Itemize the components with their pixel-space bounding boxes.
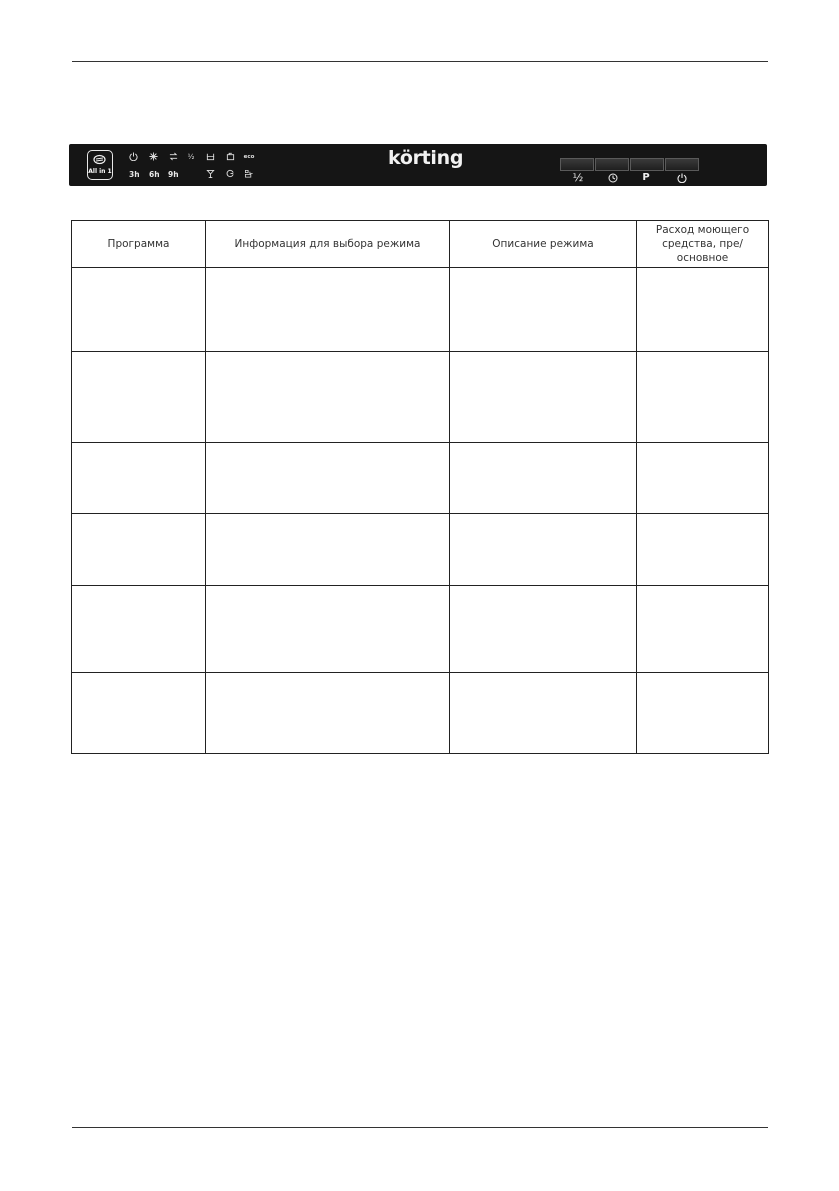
table-row [72,586,769,673]
bowl-icon [203,151,217,163]
all-in-one-button[interactable] [87,150,113,180]
table-cell [450,673,637,754]
table-cell [637,586,769,673]
table-cell [206,352,450,443]
delay-3h-label: 3h [129,170,140,179]
program-table [71,220,769,754]
table-cell [206,586,450,673]
table-cell [637,352,769,443]
table-cell [72,586,206,673]
power-indicator-icon [126,151,140,163]
table-row [72,443,769,514]
table-cell [206,673,450,754]
brand-logo: körting [388,147,464,169]
header-detergent-usage: Расход моющего средства, пре/основное [637,221,769,268]
table-row [72,352,769,443]
table-row [72,673,769,754]
table-cell [637,514,769,586]
table-header-row [72,221,769,268]
table-cell [72,673,206,754]
tablet-icon [93,154,106,165]
table-cell [450,443,637,514]
table-cell [72,514,206,586]
table-cell [637,673,769,754]
power-button[interactable] [665,158,699,171]
table-cell [637,268,769,352]
table-cell [450,586,637,673]
pot-icon [223,151,237,163]
table-cell [450,352,637,443]
glass-icon [203,168,217,180]
delay-6h-label: 6h [149,170,160,179]
sun-icon [146,151,160,163]
table-cell [72,268,206,352]
program-button-label: P [642,172,650,183]
header-rule [72,61,768,62]
table-row [72,514,769,586]
table-cell [72,352,206,443]
header-selection-info: Информация для выбора режима [206,221,450,268]
header-description: Описание режима [450,221,637,268]
half-load-indicator: ½ [187,153,195,161]
button-strip [560,158,700,170]
table-cell [206,514,450,586]
delay-button[interactable] [595,158,629,171]
half-load-button-label: ½ [572,171,584,184]
salt-icon [242,168,256,180]
table-cell [450,268,637,352]
table-cell [206,443,450,514]
clock-icon [605,172,621,183]
speed-icon [223,168,237,180]
table-cell [637,443,769,514]
table-cell [72,443,206,514]
control-panel [69,144,767,186]
delay-9h-label: 9h [168,170,179,179]
table-row [72,268,769,352]
power-icon [674,172,690,183]
table-cell [206,268,450,352]
program-button[interactable] [630,158,664,171]
header-program: Программа [72,221,206,268]
table-cell [450,514,637,586]
rinse-icon [166,151,180,163]
footer-rule [72,1127,768,1128]
eco-indicator: eco [243,154,255,160]
half-load-button[interactable] [560,158,594,171]
all-in-one-label: All in 1 [88,168,112,175]
